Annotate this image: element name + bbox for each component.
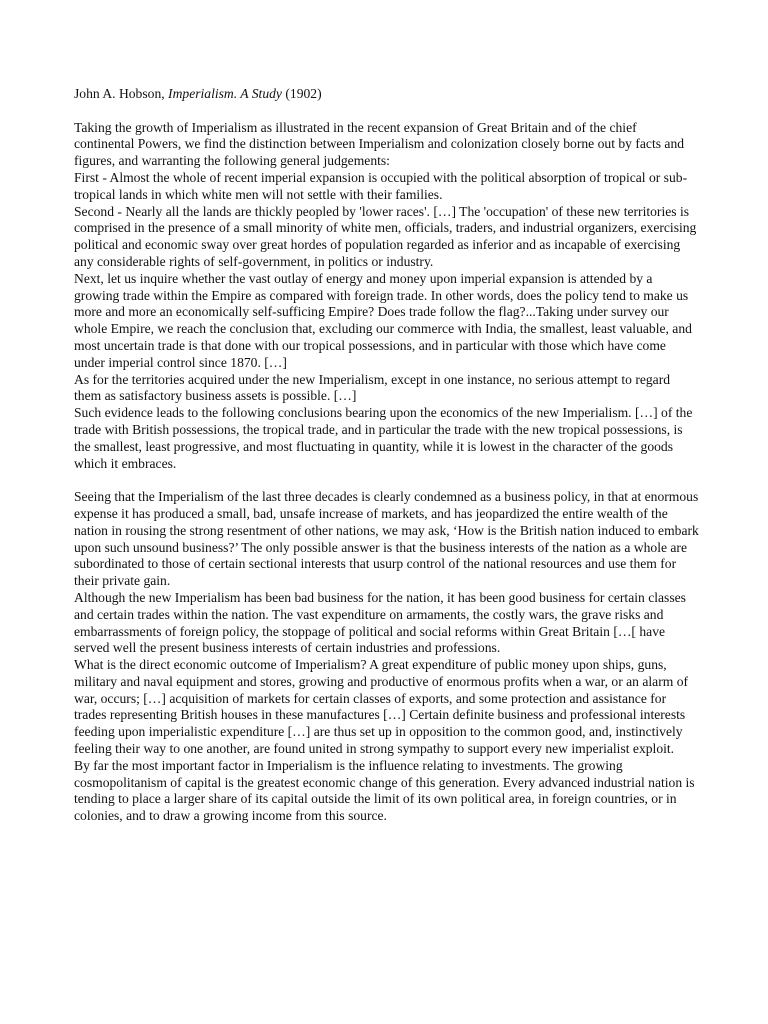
paragraph: What is the direct economic outcome of Imperialism? A great expenditure of public money upon ships, guns, military and naval equipment and stores, growing and productive of enormous profits when a war, or an alarm of war, occurs; […] acquisition of markets for certain classes of exports, and some protection and assistance for trades representing British houses in these manufactures […] Certain definite business and professional interests feeding upon imperialistic expenditure […] are thus set up in opposition to the common good, and, instinctively feeling their way to one another, are found united in strong sympathy to support every new imperialist exploit.: [74, 657, 689, 757]
paragraph: First - Almost the whole of recent imperial expansion is occupied with the political absorption of tropical or sub-tropical lands in which white men will not settle with their families.: [74, 169, 688, 202]
paragraph: Seeing that the Imperialism of the last three decades is clearly condemned as a business policy, in that at enormous expense it has produced a small, bad, unsafe increase of markets, and has jeopardized the entire wealth of the nation in rousing the strong resentment of other nations, we may ask, ‘How is the British nation induced to embark upon such unsound business?’ The only possible answer is that the business interests of the nation as a whole are subordinated to those of certain sectional interests that usurp control of the national resources and use them for their private gain.: [74, 489, 699, 589]
paragraph: As for the territories acquired under the new Imperialism, except in one instance, no serious attempt to regard them as satisfactory business assets is possible. […]: [74, 371, 671, 404]
author-name: John A. Hobson,: [74, 86, 169, 101]
paragraph: Although the new Imperialism has been bad business for the nation, it has been good business for certain classes and certain trades within the nation. The vast expenditure on armaments, the costly wars, the grave risks and embarrassments of foreign policy, the stoppage of political and social reforms within Great Britain […[ have served well the present business interests of certain industries and professions.: [74, 589, 686, 656]
paragraph: Such evidence leads to the following conclusions bearing upon the economics of the new Imperialism. […] of the trade with British possessions, the tropical trade, and in particular the trade with the new tropical possessions, is the smallest, least progressive, and most fluctuating in quantity, while it is lowest in the character of the goods which it embraces.: [74, 405, 693, 471]
paragraph: By far the most important factor in Imperialism is the influence relating to investments. The growing cosmopolitanism of capital is the greatest economic change of this generation. Every advanced industrial nation is tending to place a larger share of its capital outside the limit of its own political area, in foreign countries, or in colonies, and to draw a growing income from this source.: [74, 757, 695, 824]
section-two: [74, 489, 700, 825]
paragraph: Taking the growth of Imperialism as illustrated in the recent expansion of Great Britain and of the chief continental Powers, we find the distinction between Imperialism and colonization closely borne out by facts and figures, and warranting the following general judgements:: [74, 119, 685, 169]
paragraph: Next, let us inquire whether the vast outlay of energy and money upon imperial expansion is attended by a growing trade within the Empire as compared with foreign trade. In other words, does the policy tend to make us more and more an economically self-sufficing Empire? Does trade follow the flag?...Taking under survey our whole Empire, we reach the conclusion that, excluding our commerce with India, the smallest, least valuable, and most uncertain trade is that done with our tropical possessions, and in particular with those which have come under imperial control since 1870. […]: [74, 270, 692, 370]
paragraph: Second - Nearly all the lands are thickly peopled by 'lower races'. […] The 'occupation' of these new territories is comprised in the presence of a small minority of white men, officials, traders, and industrial organizers, exercising political and economic sway over great hordes of population regarded as inferior and as incapable of exercising any considerable rights of self-government, in politics or industry.: [74, 203, 697, 269]
publication-year: (1902): [281, 86, 322, 101]
section-one: [74, 120, 700, 473]
book-title: Imperialism. A Study: [168, 86, 282, 101]
document-page: [74, 86, 700, 825]
section-gap: [74, 472, 700, 489]
document-header: [74, 86, 700, 103]
